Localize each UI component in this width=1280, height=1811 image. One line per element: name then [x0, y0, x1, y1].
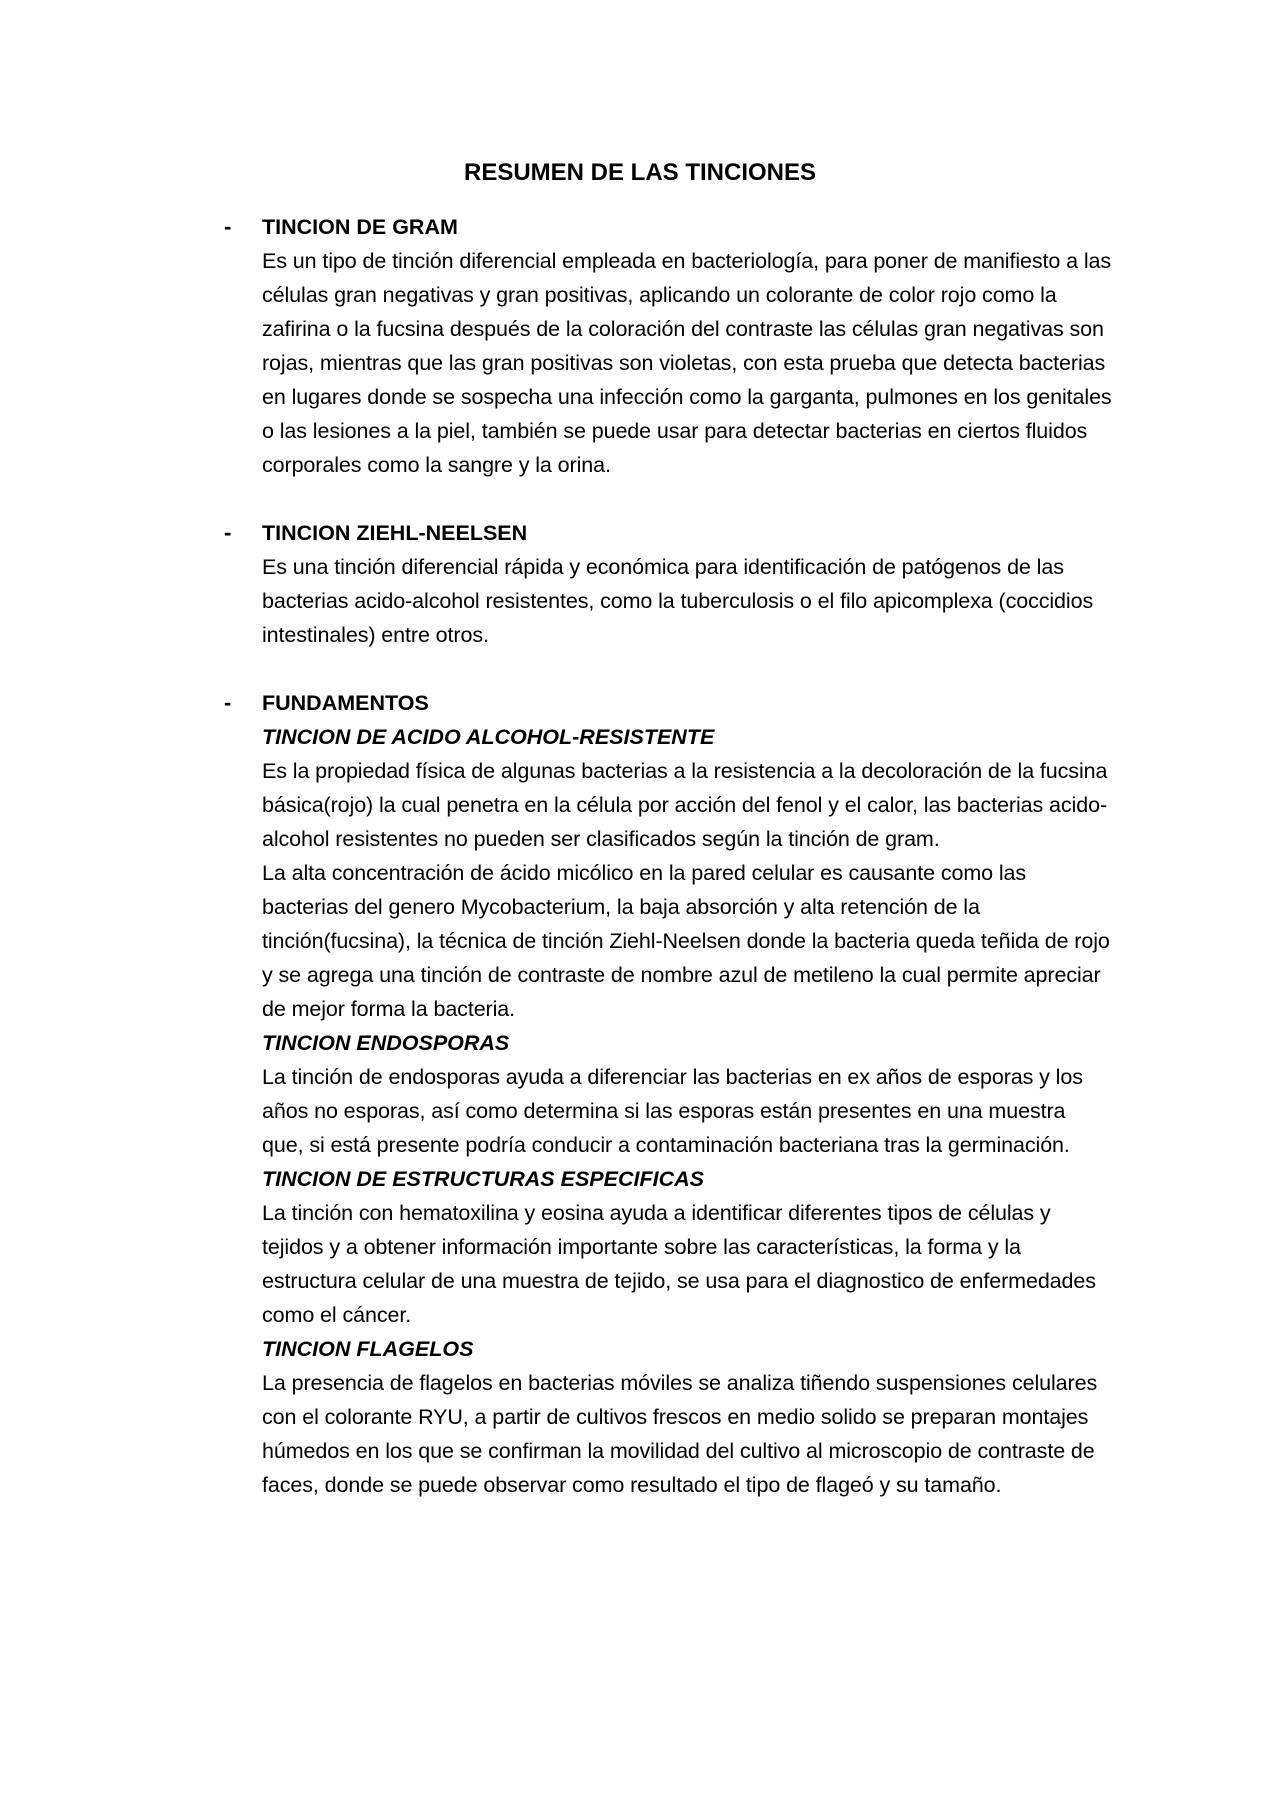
section-gram [224, 210, 1112, 482]
subsection-heading: TINCION DE ACIDO ALCOHOL-RESISTENTE [262, 725, 715, 749]
document-title: RESUMEN DE LAS TINCIONES [463, 159, 817, 186]
bullet-dash: - [224, 214, 232, 239]
section-fundamentos [224, 686, 1112, 1502]
section-heading: TINCION ZIEHL-NEELSEN [262, 521, 528, 545]
document-body [224, 210, 1112, 1536]
subsection-paragraph: Es la propiedad física de algunas bacterias a la resistencia a la decoloración de la fucsina básica(rojo) la cual penetra en la célula por acción del fenol y el calor, las bacterias acido-alcohol resistentes no pueden ser clasificados según la tinción de gram. [262, 759, 1108, 851]
bullet-dash: - [224, 520, 232, 545]
subsection-paragraph: La presencia de flagelos en bacterias móviles se analiza tiñendo suspensiones celulares con el colorante RYU, a partir de cultivos frescos en medio solido se preparan montajes húmedos en los que se confirman la movilidad del cultivo al microscopio de contraste de faces, donde se puede observar como resultado el tipo de flageó y su tamaño. [262, 1371, 1098, 1497]
section-paragraph: Es un tipo de tinción diferencial empleada en bacteriología, para poner de manifiesto a las células gran negativas y gran positivas, aplicando un colorante de color rojo como la zafirina o la fucsina después de la coloración del contraste las células gran negativas son rojas, mientras que las gran positivas son violetas, con esta prueba que detecta bacterias en lugares donde se sospecha una infección como la garganta, pulmones en los genitales o las lesiones a la piel, también se puede usar para detectar bacterias en ciertos fluidos corporales como la sangre y la orina. [262, 249, 1112, 477]
subsection-paragraph: La tinción con hematoxilina y eosina ayuda a identificar diferentes tipos de células y tejidos y a obtener información importante sobre las características, la forma y la estructura celular de una muestra de tejido, se usa para el diagnostico de enfermedades como el cáncer. [262, 1201, 1096, 1327]
subsection-paragraph: La alta concentración de ácido micólico en la pared celular es causante como las bacterias del genero Mycobacterium, la baja absorción y alta retención de la tinción(fucsina), la técnica de tinción Ziehl-Neelsen donde la bacteria queda teñida de rojo y se agrega una tinción de contraste de nombre azul de metileno la cual permite apreciar de mejor forma la bacteria. [262, 861, 1110, 1021]
section-heading: FUNDAMENTOS [262, 691, 429, 715]
bullet-dash: - [224, 690, 232, 715]
subsection-heading: TINCION ENDOSPORAS [262, 1031, 510, 1055]
section-paragraph: Es una tinción diferencial rápida y económica para identificación de patógenos de las bacterias acido-alcohol resistentes, como la tuberculosis o el filo apicomplexa (coccidios intestinales) entre otros. [262, 555, 1094, 647]
section-heading: TINCION DE GRAM [262, 215, 458, 239]
section-ziehl-neelsen [224, 516, 1112, 652]
subsection-heading: TINCION FLAGELOS [262, 1337, 474, 1361]
subsection-heading: TINCION DE ESTRUCTURAS ESPECIFICAS [262, 1167, 704, 1191]
subsection-paragraph: La tinción de endosporas ayuda a diferenciar las bacterias en ex años de esporas y los años no esporas, así como determina si las esporas están presentes en una muestra que, si está presente podría conducir a contaminación bacteriana tras la germinación. [262, 1065, 1083, 1157]
